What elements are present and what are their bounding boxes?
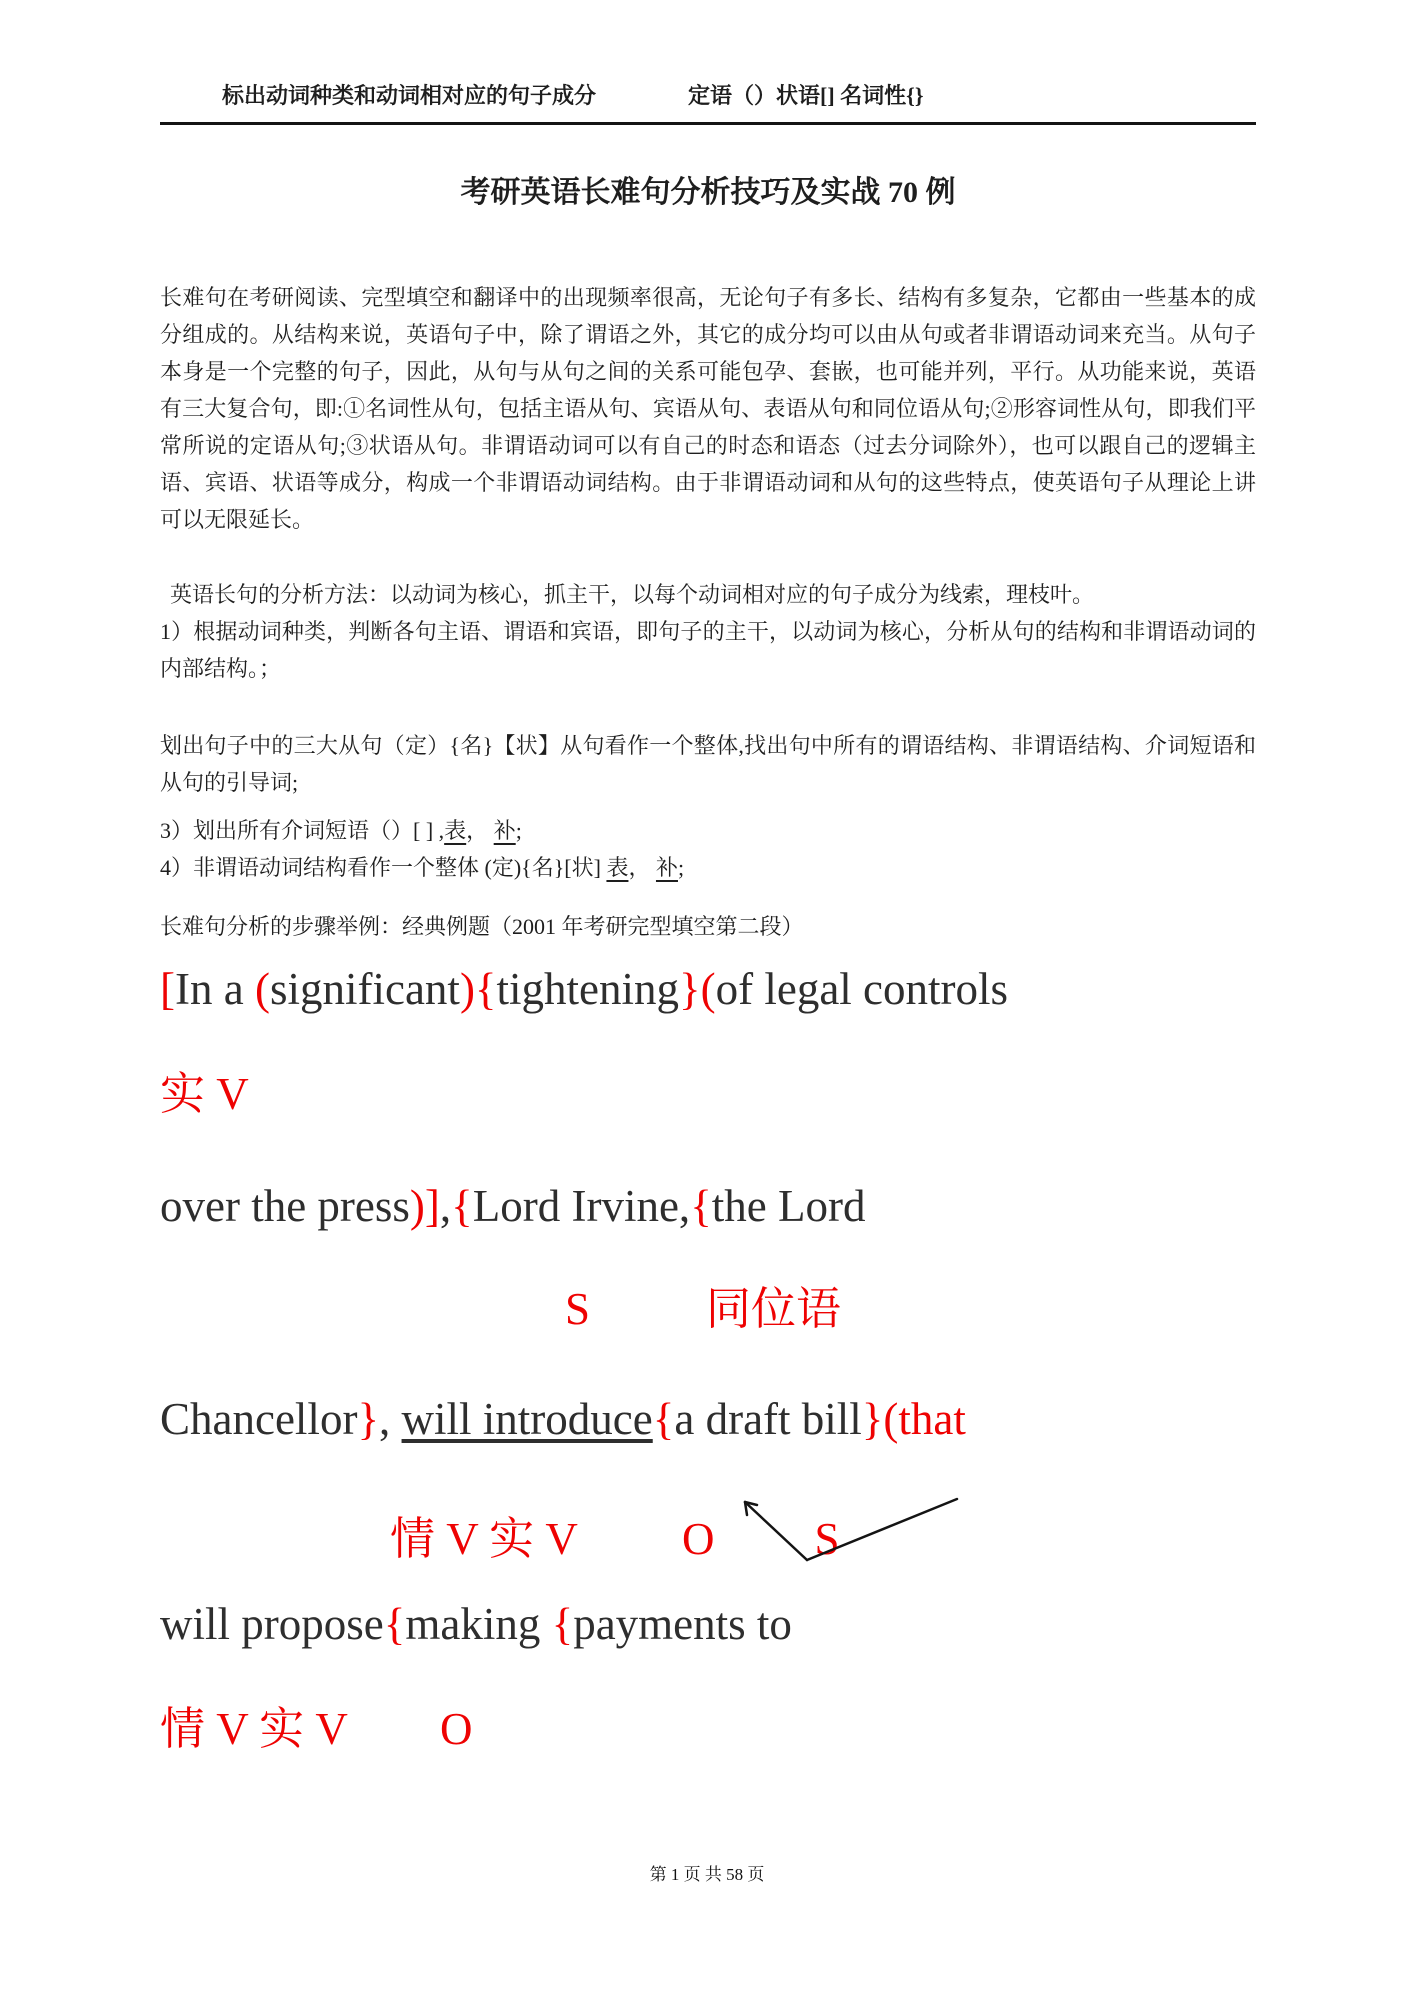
- bracket-segment: {: [652, 1394, 675, 1444]
- method-line-1: 英语长句的分析方法：以动词为核心，抓主干，以每个动词相对应的句子成分为线索，理枝叶。: [170, 582, 1095, 607]
- bracket-segment: (: [254, 964, 270, 1014]
- page-number-footer: 第 1 页 共 58 页: [649, 1865, 765, 1884]
- step-prep-comma: ，: [466, 818, 494, 843]
- text-segment: of legal controls: [715, 964, 1009, 1014]
- step-prep-bu: 补: [493, 818, 516, 843]
- bracket-segment: [: [160, 964, 175, 1014]
- text-segment: significant: [269, 964, 460, 1014]
- text-segment: In a: [175, 964, 255, 1014]
- verb-tag: 情 V 实 V: [160, 1704, 348, 1754]
- page-header: [160, 0, 1256, 125]
- bracket-segment: {: [690, 1181, 712, 1231]
- bracket-segment: {: [383, 1599, 406, 1649]
- example-line-1: [160, 961, 1256, 1017]
- steps-section: [160, 727, 1256, 886]
- text-segment: will propose: [160, 1599, 384, 1649]
- example-line-4: [160, 1596, 1256, 1652]
- text-segment: over the press: [160, 1181, 410, 1231]
- object-tag: O: [681, 1514, 715, 1564]
- verb-tag: 情 V 实 V: [390, 1514, 578, 1564]
- verb-tag-shi-v: 实 V: [160, 1069, 249, 1119]
- subject-tag: S: [565, 1284, 591, 1334]
- bracket-segment: ){: [459, 964, 497, 1014]
- step-nonfinite-biao: 表: [606, 855, 629, 880]
- method-line-2: 1）根据动词种类，判断各句主语、谓语和宾语，即句子的主干，以动词为核心，分析从句的结构和非谓语动词的内部结构。；: [160, 619, 1256, 681]
- step-prep-biao: 表: [444, 818, 467, 843]
- step-prep-text: 3）划出所有介词短语（）[ ] ,: [160, 818, 445, 843]
- step-nonfinite-comma: ，: [628, 855, 656, 880]
- underlined-verb-segment: will introduce: [401, 1394, 653, 1444]
- step-nonfinite-bu: 补: [655, 855, 678, 880]
- method-section: [160, 576, 1256, 687]
- text-segment: making: [405, 1599, 552, 1649]
- step-clause: 划出句子中的三大从句（定）{名}【状】从句看作一个整体,找出句中所有的谓语结构、非谓语结构、介词短语和从句的引导词;: [160, 733, 1256, 795]
- text-segment: payments to: [573, 1599, 792, 1649]
- example-line-3: [160, 1391, 1256, 1447]
- arrow-icon: [735, 1496, 963, 1566]
- example-caption: 长难句分析的步骤举例：经典例题（2001 年考研完型填空第二段）: [160, 914, 804, 939]
- text-segment: the Lord: [711, 1181, 866, 1231]
- text-segment: a draft bill: [674, 1394, 862, 1444]
- step-nonfinite-text: 4）非谓语动词结构看作一个整体 (定){名}[状]: [160, 855, 607, 880]
- text-segment: ,: [379, 1394, 402, 1444]
- text-segment: Chancellor: [160, 1394, 358, 1444]
- bracket-segment: }: [357, 1394, 380, 1444]
- bracket-segment: )]: [409, 1181, 440, 1231]
- header-right-legend: 定语（）状语[] 名词性{}: [688, 83, 924, 108]
- text-segment: tightening: [496, 964, 680, 1014]
- verb-object-tags: [160, 1701, 1256, 1757]
- step-prep: [160, 812, 1256, 849]
- bracket-segment: {: [451, 1181, 473, 1231]
- object-tag: O: [439, 1704, 473, 1754]
- intro-paragraph: 长难句在考研阅读、完型填空和翻译中的出现频率很高，无论句子有多长、结构有多复杂，它都由一些基本的成分组成的。从结构来说，英语句子中，除了谓语之外，其它的成分均可以由从句或者非谓语动词来充当。从句子本身是一个完整的句子，因此，从句与从句之间的关系可能包孕、套嵌，也可能并列，平行。从功能来说，英语有三大复合句，即:①名词性从句，包括主语从句、宾语从句、表语从句和同位语从句;②形容词性从句，即我们平常所说的定语从句;③状语从句。非谓语动词可以有自己的时态和语态（过去分词除外），也可以跟自己的逻辑主语、宾语、状语等成分，构成一个非谓语动词结构。由于非谓语动词和从句的这些特点，使英语句子从理论上讲可以无限延长。: [160, 285, 1256, 532]
- bracket-segment: {: [551, 1599, 574, 1649]
- verb-object-subject-tags: [160, 1511, 1256, 1567]
- example-line-2: [160, 1178, 1256, 1234]
- text-segment: ,: [439, 1181, 452, 1231]
- bracket-segment: }(: [679, 964, 716, 1014]
- subject-tag: S: [814, 1514, 840, 1564]
- apposition-tag: 同位语: [706, 1284, 842, 1334]
- step-nonfinite-end: ;: [677, 855, 685, 880]
- header-left-text: 标出动词种类和动词相对应的句子成分: [222, 83, 597, 108]
- annotation-arrow: [735, 1496, 963, 1566]
- text-segment: Lord Irvine,: [472, 1181, 691, 1231]
- step-prep-end: ;: [515, 818, 522, 843]
- bracket-segment: (that: [883, 1394, 966, 1444]
- subject-apposition-tag: [160, 1281, 1256, 1337]
- step-nonfinite: [160, 849, 1256, 886]
- page-title: 考研英语长难句分析技巧及实战 70 例: [460, 176, 956, 209]
- bracket-segment: }: [861, 1394, 884, 1444]
